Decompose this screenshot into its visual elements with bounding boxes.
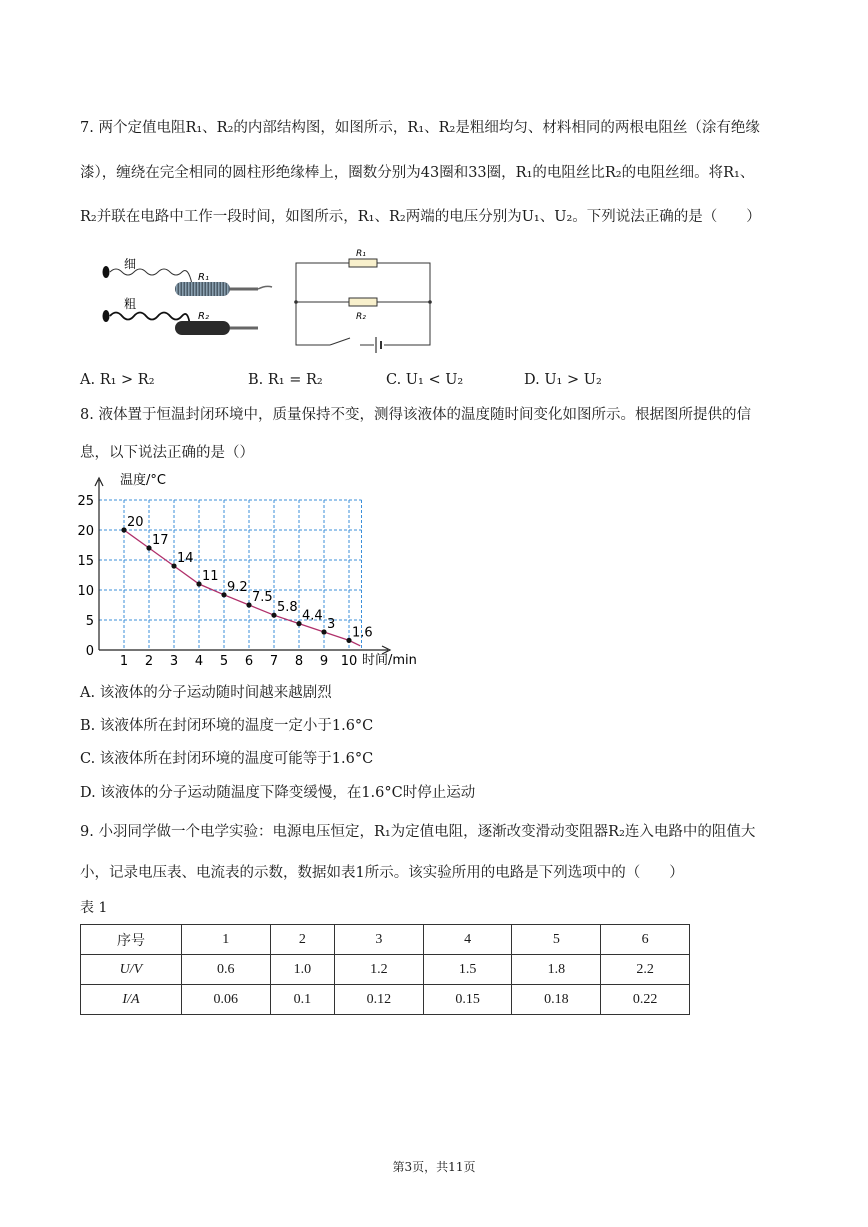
table-row (81, 955, 690, 985)
table-header-row (81, 925, 690, 955)
data-point (171, 563, 176, 568)
y-tick-label: 25 (77, 494, 94, 509)
table-header-cell: 2 (270, 925, 334, 955)
table-cell: 0.1 (270, 985, 334, 1015)
q8-line-1: 8. 液体置于恒温封闭环境中，质量保持不变，测得该液体的温度随时间变化如图所示。根据图所提供的信 (80, 407, 751, 423)
data-point (271, 613, 276, 618)
q9-line-1: 9. 小羽同学做一个电学实验：电源电压恒定，R₁为定值电阻，逐渐改变滑动变阻器R₂连入电路中的阻值大 (80, 824, 756, 840)
q7-option-a: A. R₁ > R₂ (80, 372, 155, 388)
data-table (80, 924, 690, 1015)
thick-label: 粗 (124, 297, 137, 311)
table-cell: 0.12 (335, 985, 424, 1015)
table-cell: 1.8 (512, 955, 601, 985)
q7-option-b: B. R₁ = R₂ (248, 372, 323, 388)
q7-option-d: D. U₁ > U₂ (524, 372, 602, 388)
x-tick-label: 6 (244, 654, 254, 669)
table-header-cell: 序号 (81, 925, 182, 955)
data-label: 7.5 (252, 590, 273, 605)
y-tick-label: 10 (77, 584, 94, 599)
thin-wire-end (103, 266, 110, 278)
circuit-r2-label: R₂ (356, 312, 366, 322)
y-axis-label: 温度/°C (120, 473, 166, 488)
y-tick-label: 20 (77, 524, 94, 539)
table-cell: 0.6 (181, 955, 270, 985)
thin-wire (110, 269, 192, 284)
data-point (246, 602, 251, 607)
table-header-cell: 6 (601, 925, 690, 955)
x-tick-label: 10 (340, 654, 358, 669)
data-point (121, 527, 126, 532)
data-label: 5.8 (277, 600, 298, 616)
q7-line-1: 7. 两个定值电阻R₁、R₂的内部结构图，如图所示，R₁、R₂是粗细均匀、材料相同的两根电阻丝（涂有绝缘 (80, 120, 760, 136)
q7-line-3: R₂并联在电路中工作一段时间，如图所示，R₁、R₂两端的电压分别为U₁、U₂。下列说法正确的是（ ） (80, 209, 761, 225)
data-label: 1.6 (352, 625, 373, 641)
data-label: 14 (177, 551, 194, 566)
table-caption: 表 1 (80, 900, 108, 916)
table-header-cell: 4 (423, 925, 512, 955)
q8-option-b: B. 该液体所在封闭环境的温度一定小于1.6°C (80, 718, 374, 734)
data-label: 3 (327, 617, 336, 632)
y-tick-label: 5 (85, 614, 94, 629)
x-tick-label: 9 (319, 654, 329, 669)
q8-option-c: C. 该液体所在封闭环境的温度可能等于1.6°C (80, 751, 374, 767)
x-tick-label: 4 (194, 654, 204, 669)
data-label: 9.2 (227, 579, 248, 595)
data-point (321, 629, 326, 634)
temperature-time-chart (77, 470, 430, 670)
table-cell: 1.2 (335, 955, 424, 985)
thick-wire-end (103, 310, 110, 322)
resistor-structure-figure (80, 250, 280, 350)
q9-line-2: 小，记录电压表、电流表的示数，数据如表1所示。该实验所用的电路是下列选项中的（ ） (80, 865, 684, 881)
table-cell: U/V (81, 955, 182, 985)
table-cell: 1.0 (270, 955, 334, 985)
q8-option-d: D. 该液体的分子运动随温度下降变缓慢，在1.6°C时停止运动 (80, 785, 476, 801)
table-header-cell: 1 (181, 925, 270, 955)
thin-label: 细 (124, 257, 137, 271)
data-point (196, 581, 201, 586)
q8-line-2: 息，以下说法正确的是（） (80, 445, 254, 461)
q7-line-2: 漆），缠绕在完全相同的圆柱形绝缘棒上，圈数分别为43圈和33圈，R₁的电阻丝比R₂的电阻丝细。将R₁、 (80, 165, 755, 181)
data-point (146, 545, 151, 550)
r2-label: R₂ (198, 311, 209, 322)
table-cell: I/A (81, 985, 182, 1015)
table-cell: 2.2 (601, 955, 690, 985)
data-point (221, 592, 226, 597)
y-tick-label: 15 (77, 554, 94, 569)
table-cell: 0.06 (181, 985, 270, 1015)
data-label: 20 (127, 515, 144, 530)
x-tick-label: 7 (269, 654, 279, 669)
x-tick-label: 3 (169, 654, 179, 669)
table-cell: 1.5 (423, 955, 512, 985)
y-tick-label: 0 (85, 644, 94, 659)
page-footer: 第3页，共11页 (392, 1160, 476, 1174)
x-tick-label: 1 (119, 654, 129, 669)
table-cell: 0.15 (423, 985, 512, 1015)
data-point (296, 621, 301, 626)
r2-body (175, 321, 230, 335)
r1-resistor (349, 259, 377, 267)
table-header-cell: 5 (512, 925, 601, 955)
x-tick-label: 5 (219, 654, 229, 669)
x-tick-label: 8 (294, 654, 304, 669)
r2-resistor (349, 298, 377, 306)
table-cell: 0.22 (601, 985, 690, 1015)
table-cell: 0.18 (512, 985, 601, 1015)
data-point (346, 638, 351, 643)
data-label: 17 (152, 533, 169, 548)
x-tick-label: 2 (144, 654, 154, 669)
q8-option-a: A. 该液体的分子运动随时间越来越剧烈 (80, 685, 332, 701)
x-axis-label: 时间/min (362, 653, 417, 668)
table-row (81, 985, 690, 1015)
table-header-cell: 3 (335, 925, 424, 955)
circuit-r1-label: R₁ (356, 249, 366, 259)
q7-option-c: C. U₁ < U₂ (386, 372, 464, 388)
data-label: 4.4 (302, 608, 323, 624)
parallel-circuit-figure (290, 245, 440, 355)
r1-label: R₁ (198, 272, 209, 283)
data-label: 11 (202, 569, 219, 584)
